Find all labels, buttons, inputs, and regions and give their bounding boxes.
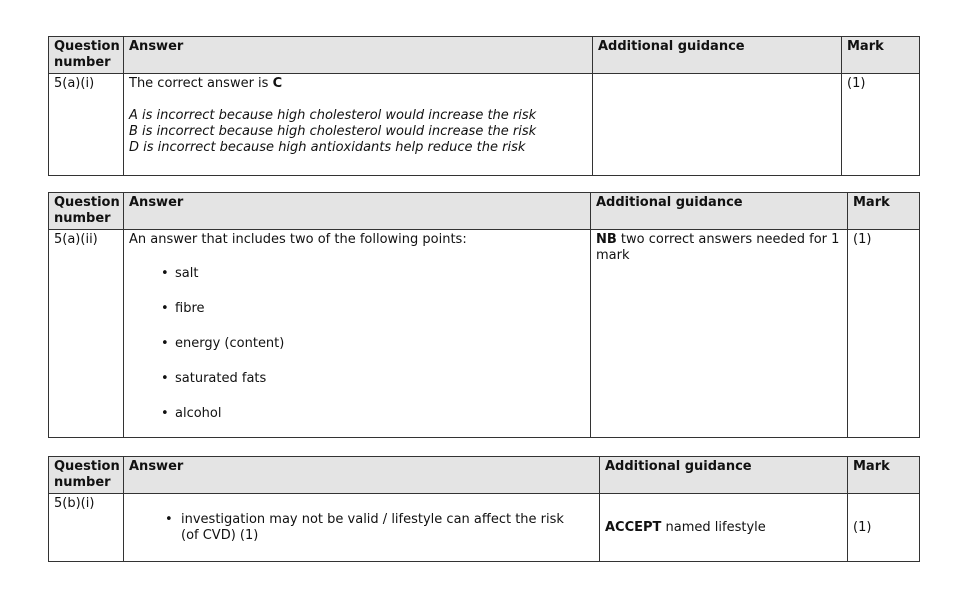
- correct-answer-letter: C: [272, 76, 283, 91]
- header-question-number: Question number: [49, 37, 124, 74]
- header-answer: Answer: [124, 457, 600, 494]
- answer-row: [49, 74, 920, 176]
- answer-row: [49, 494, 920, 562]
- guidance-nb: NB: [596, 232, 617, 247]
- answer-intro: An answer that includes two of the following points:: [129, 232, 467, 247]
- guidance-accept: ACCEPT: [605, 519, 662, 535]
- correct-answer-line: The correct answer is C: [129, 76, 283, 91]
- mark-value: (1): [848, 230, 920, 438]
- guidance-cell: ACCEPT named lifestyle: [600, 494, 848, 562]
- guidance-cell: NB two correct answers needed for 1 mark: [591, 230, 848, 438]
- header-mark: Mark: [848, 193, 920, 230]
- header-row: [49, 193, 920, 230]
- list-item: • salt: [161, 266, 585, 282]
- markscheme-table-5aii: [48, 192, 920, 438]
- mark-value: (1): [848, 494, 920, 562]
- header-row: [49, 37, 920, 74]
- mark-value: (1): [842, 74, 920, 176]
- question-number: 5(a)(ii): [49, 230, 124, 438]
- list-item: • energy (content): [161, 336, 585, 352]
- points-list: [129, 266, 585, 422]
- answer-cell: [124, 494, 600, 562]
- markscheme-table-5ai: [48, 36, 920, 176]
- question-number: 5(a)(i): [49, 74, 124, 176]
- list-item: • alcohol: [161, 406, 585, 422]
- header-additional-guidance: Additional guidance: [593, 37, 842, 74]
- header-answer: Answer: [124, 37, 593, 74]
- guidance-cell: [593, 74, 842, 176]
- header-question-number: Question number: [49, 193, 124, 230]
- reason-line: A is incorrect because high cholesterol would increase the risk: [129, 108, 537, 123]
- question-number: 5(b)(i): [49, 494, 124, 562]
- markscheme-table-5bi: [48, 456, 920, 562]
- header-mark: Mark: [848, 457, 920, 494]
- reason-line: D is incorrect because high antioxidants help reduce the risk: [129, 140, 526, 155]
- header-additional-guidance: Additional guidance: [600, 457, 848, 494]
- bullet-icon: •: [165, 511, 173, 527]
- header-mark: Mark: [842, 37, 920, 74]
- header-question-number: Question number: [49, 457, 124, 494]
- reason-line: B is incorrect because high cholesterol would increase the risk: [129, 124, 537, 139]
- list-item: • saturated fats: [161, 371, 585, 387]
- answer-row: [49, 230, 920, 438]
- answer-cell: [124, 74, 593, 176]
- list-item: • fibre: [161, 301, 585, 317]
- header-row: [49, 457, 920, 494]
- answer-cell: [124, 230, 591, 438]
- header-answer: Answer: [124, 193, 591, 230]
- list-item: • investigation may not be valid / lifestyle can affect the risk (of CVD) (1): [165, 511, 564, 543]
- header-additional-guidance: Additional guidance: [591, 193, 848, 230]
